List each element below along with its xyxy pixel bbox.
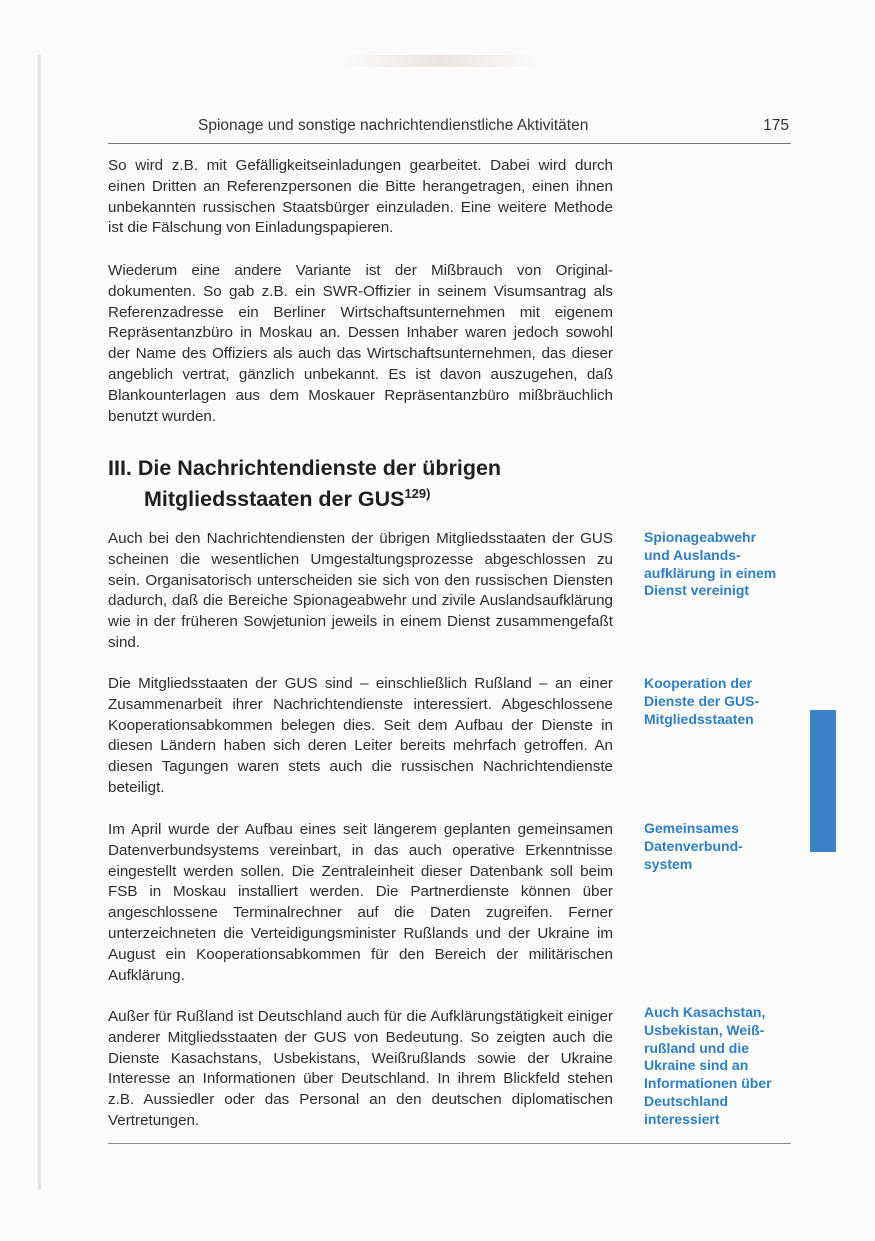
section-heading-line1: III. Die Nachrichtendienste der übrigen <box>108 456 502 480</box>
margin-note-data-network: Gemeinsames Datenverbundsystem <box>644 820 743 872</box>
chapter-thumb-tab <box>810 710 836 852</box>
margin-note-counterintelligence: Spionageabwehr und Auslandsaufklärung in einem Dienst vereinigt <box>644 529 777 599</box>
paragraph-data-network: Im April wurde der Aufbau eines seit längerem geplanten gemeinsamen Datenverbundsystems vereinbart, in das auch operative Erkenntnisse eingestellt werden sollen. Die Zentraleinheit dieser Datenbank soll beim FSB in Moskau installiert werden. Die Partnerdienste können über angeschlossene Terminalrechner auf die Daten zugreifen. Ferner unterzeichneten die Verteidigungsminister Rußlands und der Ukraine im August ein Kooperationsabkommen für den Bereich der militärischen Aufklärung. <box>108 821 613 984</box>
margin-note-countries: Auch Kasachstan, Usbekistan, Weißrußland und die Ukraine sind an Informationen über Deutschland interessiert <box>644 1004 772 1127</box>
margin-note-cooperation: Kooperation der Dienste der GUS-Mitgliedsstaaten <box>644 675 760 727</box>
paragraph-germany-interest: Außer für Rußland ist Deutschland auch für die Aufklärungstätigkeit einiger anderer Mitgliedsstaaten der GUS von Bedeutung. So zeigten auch die Dienste Kasachstans, Usbekistans, Weißrußlands sowie der Ukraine Interesse an Informationen über Deutschland. In ihrem Blickfeld stehen z.B. Aussiedler oder das Personal an den deutschen diplomatischen Vertretungen. <box>108 1008 613 1129</box>
section-heading-line2: Mitgliedsstaaten der GUS <box>144 487 405 511</box>
section-heading <box>108 455 628 512</box>
header-rule <box>108 143 791 144</box>
scan-smudge <box>340 55 540 67</box>
running-header-title: Spionage und sonstige nachrichtendienstliche Aktivitäten <box>198 117 589 134</box>
page-number: 175 <box>763 117 789 134</box>
paragraph-document-misuse: Wiederum eine andere Variante ist der Mißbrauch von Originaldokumenten. So gab z.B. ein SWR-Offizier in seinem Visumsantrag als Referenzadresse ein Berliner Wirtschaftsunternehmen mit eigenem Repräsentanzbüro in Moskau an. Dessen Inhaber waren jedoch sowohl der Name des Offiziers als auch das Wirtschaftsunternehmen, das dieser angeblich vertrat, gänzlich unbekannt. Es ist davon auszugehen, daß Blankounterlagen aus dem Moskauer Repräsentanzbüro mißbräuchlich benutzt wurden. <box>108 262 613 425</box>
paragraph-cooperation: Die Mitgliedsstaaten der GUS sind – einschließlich Rußland – an einer Zusammenarbeit ihrer Nachrichtendienste interessiert. Abgeschlossene Kooperationsabkommen belegen dies. Seit dem Aufbau der Dienste in diesen Ländern haben sich deren Leiter bereits mehrfach getroffen. An diesen Tagungen waren stets auch die russischen Nachrichtendienste beteiligt. <box>108 675 613 796</box>
scan-edge <box>38 55 41 1190</box>
paragraph-invitations: So wird z.B. mit Gefälligkeitseinladungen gearbeitet. Dabei wird durch einen Dritten an Referenzpersonen die Bitte herangetragen, einen ihnen unbekannten russischen Staatsbürger einzuladen. Eine weitere Methode ist die Fälschung von Einladungspapieren. <box>108 157 613 237</box>
paragraph-restructuring: Auch bei den Nachrichtendiensten der übrigen Mitgliedsstaaten der GUS scheinen die wesentlichen Umgestaltungsprozesse abgeschlossen zu sein. Organisatorisch unterscheiden sie sich von den russischen Diensten dadurch, daß die Bereiche Spionageabwehr und zivile Auslandsaufklärung wie in der früheren Sowjetunion jeweils in einem Dienst zusammengefaßt sind. <box>108 530 613 651</box>
footnote-reference: 129) <box>404 486 431 501</box>
footer-rule <box>108 1143 791 1144</box>
